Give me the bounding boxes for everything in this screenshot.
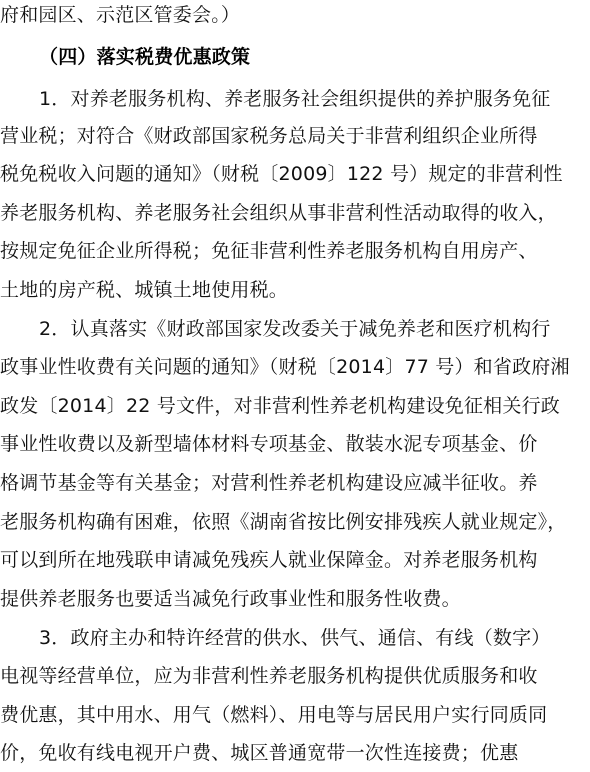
text-line: 政发〔2014〕22 号文件，对非营利性养老机构建设免征相关行政 (0, 395, 560, 417)
text-line: 营业税；对符合《财政部国家税务总局关于非营利组织企业所得 (0, 125, 538, 147)
text-line: 土地的房产税、城镇土地使用税。 (0, 279, 289, 301)
text-line: 税免税收入问题的通知》（财税〔2009〕122 号）规定的非营利性 (0, 163, 563, 185)
text-line: 3．政府主办和特许经营的供水、供气、通信、有线（数字） (39, 627, 551, 649)
text-line: 政事业性收费有关问题的通知》（财税〔2014〕77 号）和省政府湘 (0, 356, 570, 378)
text-line: 养老服务机构、养老服务社会组织从事非营利性活动取得的收入， (0, 202, 557, 224)
text-line: 价，免收有线电视开户费、城区普通宽带一次性连接费；优惠 (0, 742, 519, 764)
text-line: 2．认真落实《财政部国家发改委关于减免养老和医疗机构行 (39, 318, 551, 340)
text-line: 府和园区、示范区管委会。） (0, 4, 241, 26)
text-line: 提供养老服务也要适当减免行政事业性和服务性收费。 (0, 588, 461, 610)
text-line: 格调节基金等有关基金；对营利性养老机构建设应减半征收。养 (0, 472, 538, 494)
text-line: 按规定免征企业所得税；免征非营利性养老服务机构自用房产、 (0, 240, 538, 262)
section-heading: （四）落实税费优惠政策 (39, 46, 251, 68)
text-line: 电视等经营单位，应为非营利性养老服务机构提供优质服务和收 (0, 665, 538, 687)
text-line: 费优惠，其中用水、用气（燃料）、用电等与居民用户实行同质同 (0, 704, 548, 726)
text-line: 事业性收费以及新型墙体材料专项基金、散装水泥专项基金、价 (0, 433, 538, 455)
text-line: 1．对养老服务机构、养老服务社会组织提供的养护服务免征 (39, 88, 551, 110)
text-line: 老服务机构确有困难，依照《湖南省按比例安排残疾人就业规定》， (0, 511, 567, 533)
text-line: 可以到所在地残联申请减免残疾人就业保障金。对养老服务机构 (0, 549, 538, 571)
